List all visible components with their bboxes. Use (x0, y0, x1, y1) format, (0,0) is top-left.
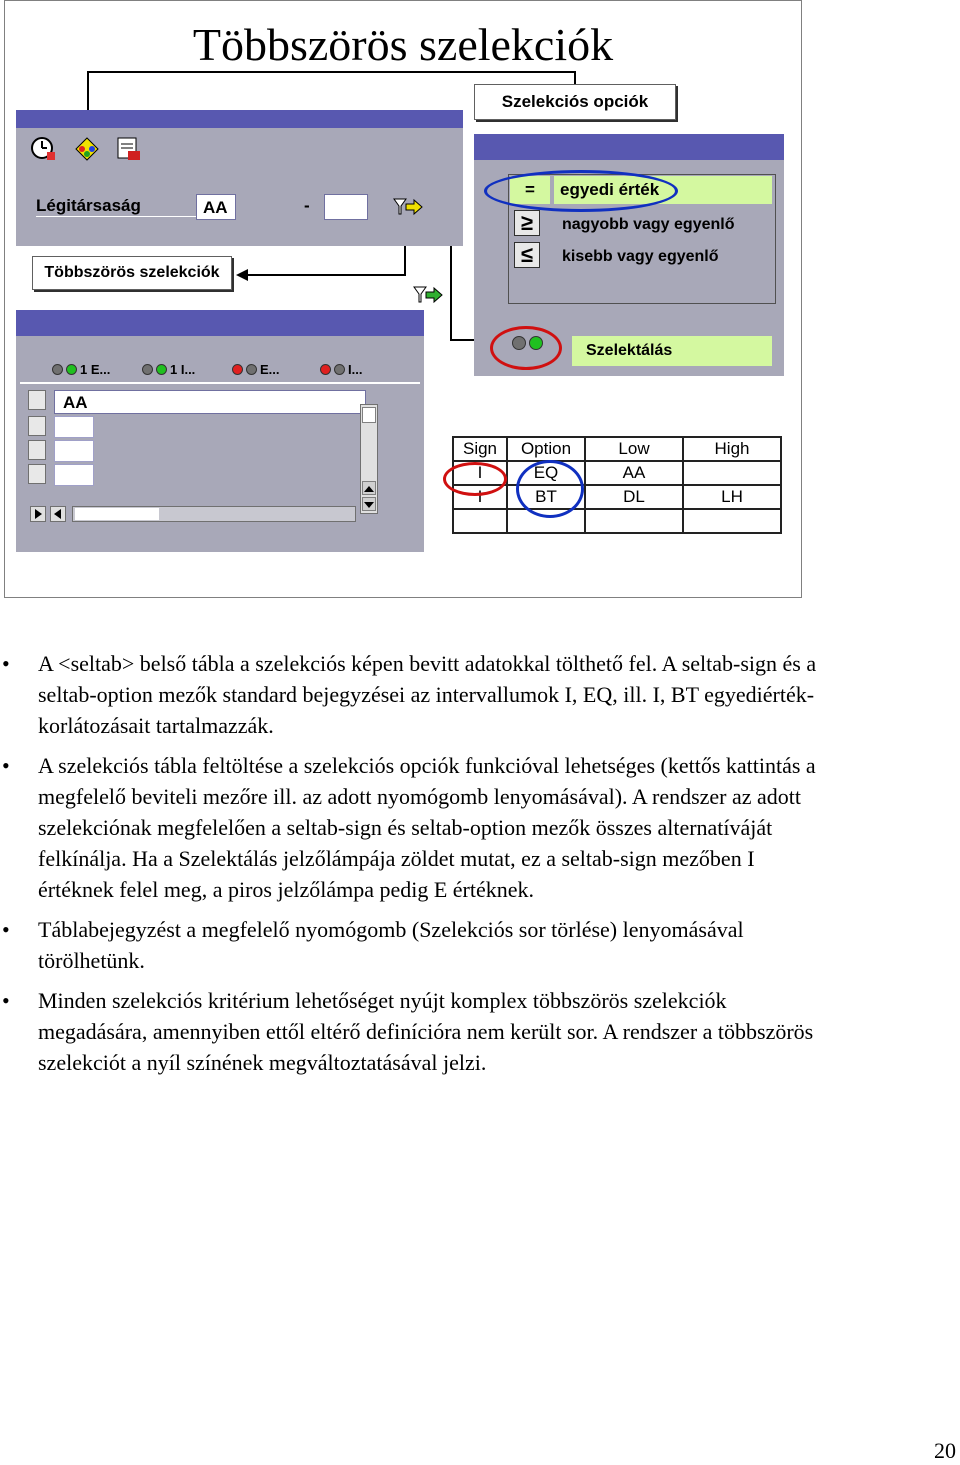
bullet-3: Táblabejegyzést a megfelelő nyomógomb (Szelekciós sor törlése) lenyomásával törölhetünk. (38, 917, 744, 973)
cell-low[interactable]: AA (585, 461, 683, 485)
tab-single-exclude[interactable]: 1 E... (52, 362, 110, 377)
cell-option[interactable]: BT (507, 485, 585, 509)
cell-low[interactable]: DL (585, 485, 683, 509)
bullet-item: • A szelekciós tábla feltöltése a szelekciós opciók funkcióval lehetséges (kettős kattintás a megfelelő beviteli mezőre ill. az adott nyomógomb lenyomásával). A rendszer az adott szelekciónak megfelelően a seltab-sign és seltab-option mezők összes alternatíváját felkínálja. Ha a Szelektálás jelzőlámpája zöldet mutat, ez a seltab-sign mezőben I értéknek felel meg, a piros jelzőlámpa pedig E értéknek. (2, 753, 816, 902)
row-selector[interactable] (28, 464, 46, 484)
multiple-selection-active-arrow-icon[interactable] (412, 284, 444, 306)
cell-low[interactable] (585, 509, 683, 533)
cell-option[interactable]: EQ (507, 461, 585, 485)
tab-divider (20, 382, 420, 384)
bullet-item: • Táblabejegyzést a megfelelő nyomógomb (Szelekciós sor törlése) lenyomásával törölhetünk. (2, 917, 744, 973)
tab-single-include[interactable]: 1 I... (142, 362, 195, 377)
value-input-row-4[interactable] (54, 464, 94, 486)
page-number: 20 (934, 1438, 956, 1463)
selection-screen-icon[interactable] (116, 136, 142, 162)
bullet-list (0, 648, 820, 1087)
tab-exclude[interactable]: E... (232, 362, 280, 377)
get-variant-icon[interactable] (74, 136, 100, 162)
cell-sign[interactable]: I (453, 485, 507, 509)
dialog-title-bar (16, 310, 424, 336)
scroll-up-icon[interactable] (362, 481, 376, 495)
scroll-right-icon[interactable] (30, 506, 46, 522)
vertical-scrollbar[interactable] (360, 404, 378, 514)
bullet-1: A <seltab> belső tábla a szelekciós képen bevitt adatokkal tölthető fel. A seltab-sign és a seltab-option mezők standard bejegyzései az intervallumok I, EQ, ill. I, BT egyediérték-korlátozásait tartalmazzák. (38, 651, 817, 738)
header-sign: Sign (453, 437, 507, 461)
value-input-row-2[interactable] (54, 416, 94, 438)
scroll-left-icon[interactable] (50, 506, 66, 522)
horizontal-scrollbar[interactable] (72, 506, 356, 522)
option-single-value[interactable]: egyedi érték (554, 176, 772, 204)
value-input-row-3[interactable] (54, 440, 94, 462)
header-high: High (683, 437, 781, 461)
execute-clock-icon[interactable] (30, 136, 56, 162)
option-symbol-equal[interactable]: = (510, 176, 550, 204)
h-scroll-thumb[interactable] (75, 508, 159, 520)
option-symbol-le[interactable]: ≤ (514, 242, 540, 268)
range-dash: - (304, 196, 310, 215)
scroll-thumb[interactable] (362, 407, 376, 423)
multiple-selection-dialog (16, 310, 424, 552)
options-title-bar (474, 134, 784, 160)
tab-include[interactable]: I... (320, 362, 362, 377)
cell-high[interactable] (683, 509, 781, 533)
header-low: Low (585, 437, 683, 461)
highlight-blue-ring (484, 170, 678, 212)
bullet-item: • Minden szelekciós kritérium lehetőséget nyújt komplex többszörös szelekciók megadására, amennyiben ettől eltérő definícióra nem került sor. A rendszer a többszörös szelekciót a nyíl színének megváltoztatásával jelzi. (2, 988, 814, 1075)
row-selector[interactable] (28, 390, 46, 410)
option-less-equal[interactable]: kisebb vagy egyenlő (562, 248, 719, 265)
panel-title-bar (16, 110, 463, 128)
cell-high[interactable] (683, 461, 781, 485)
selection-options-button[interactable]: Szelekciós opciók (474, 84, 676, 120)
cell-high[interactable]: LH (683, 485, 781, 509)
option-symbol-ge[interactable]: ≥ (514, 210, 540, 236)
selektalas-button[interactable]: Szelektálás (572, 336, 772, 366)
airline-high-input[interactable] (324, 194, 368, 220)
highlight-red-ring (490, 326, 562, 370)
value-input-row-1[interactable]: AA (54, 390, 366, 414)
multiple-selection-arrow-icon[interactable] (392, 196, 424, 218)
slide-title: Többszörös szelekciók (192, 19, 614, 70)
header-option: Option (507, 437, 585, 461)
cell-sign[interactable]: I (453, 461, 507, 485)
bullet-item: • A <seltab> belső tábla a szelekciós képen bevitt adatokkal tölthető fel. A seltab-sign és a seltab-option mezők standard bejegyzései az intervallumok I, EQ, ill. I, BT egyediérték-korlátozásait tartalmazzák. (2, 651, 817, 738)
scroll-down-icon[interactable] (362, 497, 376, 511)
row-selector[interactable] (28, 416, 46, 436)
cell-sign[interactable] (453, 509, 507, 533)
selection-screen-panel (16, 110, 463, 246)
option-blue-ring (516, 460, 584, 518)
bullet-2: A szelekciós tábla feltöltése a szelekciós opciók funkcióval lehetséges (kettős kattintás a megfelelő beviteli mezőre ill. az adott nyomógomb lenyomásával). A rendszer az adott szelekciónak megfelelően a seltab-sign és seltab-option mezők összes alternatíváját felkínálja. Ha a Szelektálás jelzőlámpája zöldet mutat, ez a seltab-sign mezőben I értéknek felel meg, a piros jelzőlámpa pedig E értéknek. (38, 753, 816, 902)
airline-label: Légitársaság (36, 196, 141, 215)
label-underline (36, 216, 196, 217)
row-selector[interactable] (28, 440, 46, 460)
airline-low-input[interactable]: AA (196, 194, 236, 220)
sign-red-ring (443, 462, 507, 496)
bullet-4: Minden szelekciós kritérium lehetőséget nyújt komplex többszörös szelekciók megadására, amennyiben ettől eltérő definícióra nem került sor. A rendszer a többszörös szelekciót a nyíl színének megváltoztatásával jelzi. (38, 988, 814, 1075)
option-greater-equal[interactable]: nagyobb vagy egyenlő (562, 216, 735, 233)
multiple-selection-button[interactable]: Többszörös szelekciók (32, 256, 232, 290)
